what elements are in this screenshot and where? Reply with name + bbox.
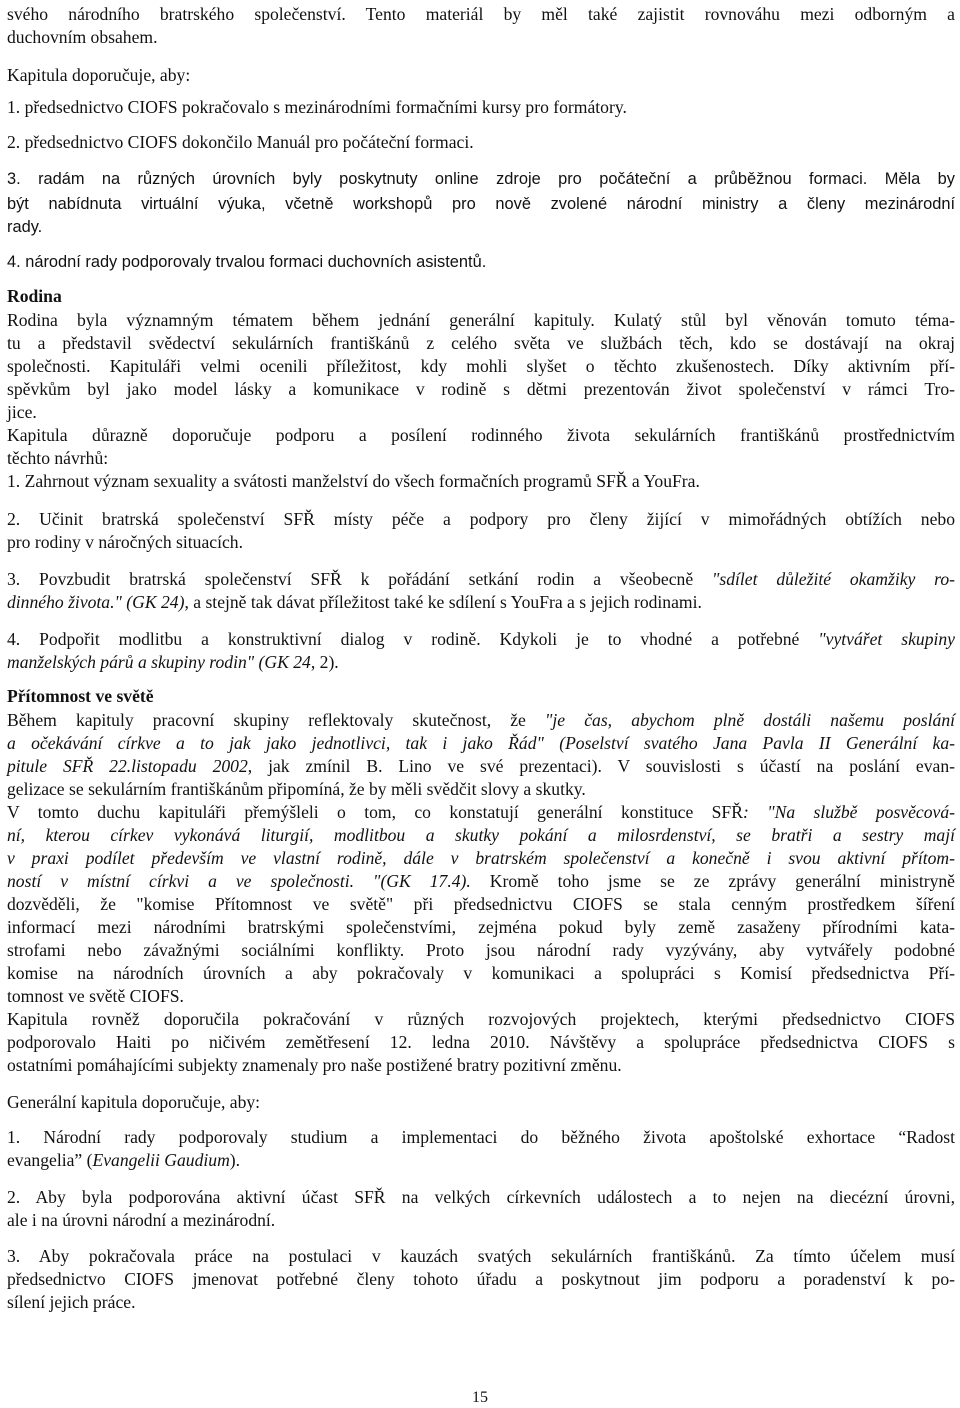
text-line: strofami nebo závažnými sociálními konflikty. Proto jsou národní rady vyzývány, aby vytvářely podobné (7, 940, 955, 960)
text-line: Kapitula rovněž doporučila pokračování v různých rozvojových projektech, kterými předsednictvo CIOFS (7, 1009, 955, 1029)
text-line: svého národního bratrského společenství. Tento materiál by měl také zajistit rovnováhu mezi odborným a (7, 4, 955, 24)
list-item: evangelia” (Evangelii Gaudium). (7, 1150, 241, 1170)
text-line: pitule SFŘ 22.listopadu 2002, jak zmínil B. Lino ve své prezentaci). V souvislosti s účastí na poslání evan- (7, 756, 955, 776)
list-item: předsednictvo CIOFS jmenovat potřebné členy tohoto úřadu a poskytnout jim podporu a poradenství k po- (7, 1269, 955, 1289)
list-item: 3. Povzbudit bratrská společenství SFŘ k pořádání setkání rodin a všeobecně "sdílet důležité okamžiky ro- (7, 569, 956, 589)
list-item: pro rodiny v náročných situacích. (7, 532, 243, 552)
text-line: ností v místní církvi a ve společnosti. "(GK 17.4). Kromě toho jsme se ze zprávy generální ministryně (7, 871, 955, 891)
list-item: ale i na úrovni národní a mezinárodní. (7, 1210, 276, 1230)
list-item: 1. Národní rady podporovaly studium a implementaci do běžného života apoštolské exhortace “Radost (7, 1127, 955, 1147)
text-line: těchto návrhů: (7, 448, 109, 468)
list-item: 3. Aby pokračovala práce na postulaci v kauzách svatých sekulárních františkánů. Za tímto účelem musí (7, 1246, 955, 1266)
list-item: 1. předsednictvo CIOFS pokračovalo s mezinárodními formačními kursy pro formátory. (7, 97, 627, 117)
text-line: V tomto duchu kapituláři přemýšleli o tom, co konstatují generální konstituce SFŘ: "Na službě posvěcová- (7, 802, 955, 822)
list-item: 2. předsednictvo CIOFS dokončilo Manuál pro počáteční formaci. (7, 132, 474, 152)
text-line: Kapitula doporučuje, aby: (7, 65, 191, 85)
page-number: 15 (472, 1389, 488, 1406)
text-line: ostatními pomáhajícími subjekty znamenaly pro naše postižené bratry pozitivní změnu. (7, 1055, 622, 1075)
text-line: ní, kterou církev vykonává liturgií, modlitbou a skutky pokání a milosrdenství, se bratři a sestry mají (7, 825, 955, 845)
text-line: Rodina byla významným tématem během jednání generální kapituly. Kulatý stůl byl věnován tomuto téma- (7, 310, 955, 330)
list-item: být nabídnuta virtuální výuka, včetně workshopů pro nově zvolené národní ministry a členy mezinárodní (7, 195, 955, 213)
text-line: tu a představil svědectví sekulárních františkánů z celého světa ve službách těch, kdo se dostávají na okraj (7, 333, 955, 353)
list-item: 2. Aby byla podporována aktivní účast SFŘ na velkých církevních událostech a to nejen na diecézní úrovni, (7, 1187, 955, 1207)
list-item: manželských párů a skupiny rodin" (GK 24, 2). (7, 652, 339, 672)
list-item: 1. Zahrnout význam sexuality a svátosti manželství do všech formačních programů SFŘ a YouFra. (7, 471, 700, 491)
text-line: podporovalo Haiti po ničivém zemětřesení 12. ledna 2010. Návštěvy a spolupráce předsednictva CIOFS s (7, 1032, 955, 1052)
list-item: 2. Učinit bratrská společenství SFŘ místy péče a podpory pro členy žijící v mimořádných obtížích nebo (7, 509, 955, 529)
list-item: 3. radám na různých úrovních byly poskytnuty online zdroje pro počáteční a průběžnou formaci. Měla by (7, 170, 955, 188)
list-item: 4. Podpořit modlitbu a konstruktivní dialog v rodině. Kdykoli je to vhodné a potřebné "vytvářet skupiny (7, 629, 955, 649)
text-line: Kapitula důrazně doporučuje podporu a posílení rodinného života sekulárních františkánů prostřednictvím (7, 425, 955, 445)
section-heading: Rodina (7, 286, 62, 306)
text-line: komise na národních úrovních a aby pokračovaly v komunikaci a spolupráci s Komisí předsednictva Pří- (7, 963, 955, 983)
text-line: dozvěděli, že "komise Přítomnost ve světě" při předsednictvu CIOFS se stala cenným prostředkem šíření (7, 894, 955, 914)
section-heading: Přítomnost ve světě (7, 686, 154, 706)
list-item: sílení jejich práce. (7, 1292, 136, 1312)
text-line: Během kapituly pracovní skupiny reflektovaly skutečnost, že "je čas, abychom plně dostáli našemu poslání (7, 710, 955, 730)
text-line: duchovním obsahem. (7, 27, 158, 47)
text-line: Generální kapitula doporučuje, aby: (7, 1092, 261, 1112)
list-item: rady. (7, 218, 43, 236)
text-line: a očekávání církve a to jak jako jednotlivci, tak i jako Řád" (Poselství svatého Jana Pavla II Generální ka- (7, 733, 955, 753)
text-line: v praxi podílet především ve vlastní rodině, dále v bratrském společenství a konečně i svou aktivní přítom- (7, 848, 955, 868)
text-line: informací mezi národními bratrskými společenstvími, zejména pokud byly země zasaženy přírodními kata- (7, 917, 955, 937)
text-line: gelizace se sekulárním františkánům připomíná, že by měli svědčit slovy a skutky. (7, 779, 586, 799)
text-line: tomnost ve světě CIOFS. (7, 986, 184, 1006)
list-item: dinného života." (GK 24), a stejně tak dávat příležitost také ke sdílení s YouFra a s jejich rodinami. (7, 592, 702, 612)
text-line: společnosti. Kapituláři velmi ocenili příležitost, kdy mohli slyšet o těchto zkušenostech. Díky aktivním pří- (7, 356, 955, 376)
list-item: 4. národní rady podporovaly trvalou formaci duchovních asistentů. (7, 253, 487, 271)
text-line: jice. (7, 402, 37, 422)
text-line: spěvkům byl jako model lásky a komunikace v rodině s dětmi prezentován život společenství v rámci Tro- (7, 379, 955, 399)
